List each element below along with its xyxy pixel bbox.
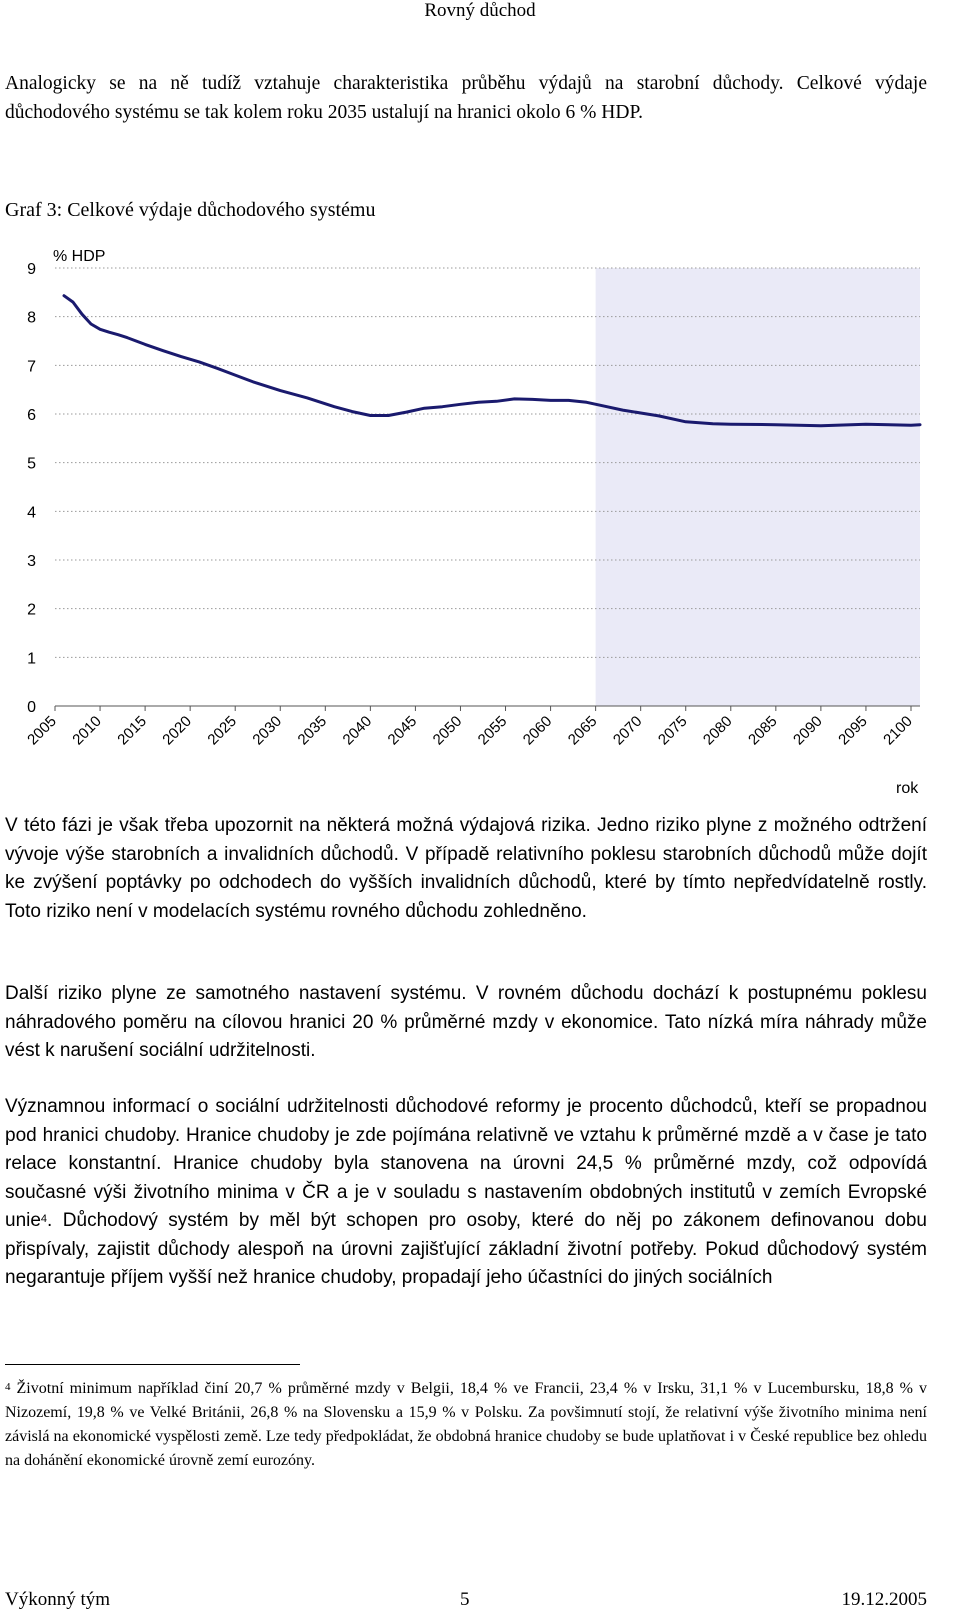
projection-shade — [596, 268, 920, 706]
x-tick-label-2010: 2010 — [69, 712, 105, 749]
x-tick-label-2005: 2005 — [24, 712, 60, 749]
footnote-separator — [5, 1364, 300, 1365]
poverty-paragraph-part1: Významnou informací o sociální udržitelnosti důchodové reformy je procento důchodců, kteří se propadnou pod hranici chudoby. Hranice chudoby je zde pojímána relativně ve vztahu k průměrné mzdě a v čase je tato relace konstantní. Hranice chudoby byla stanovena na úrovni 24,5 % průměrné mzdy, což odpovídá současné výši životního minima v ČR a je v souladu s nastavením obdobných institutů v zemích Evropské unie — [5, 1096, 927, 1231]
x-tick-label-2085: 2085 — [745, 712, 781, 749]
y-tick-label-0: 0 — [27, 699, 36, 716]
page-number: 5 — [460, 1589, 470, 1610]
y-tick-label-8: 8 — [27, 309, 36, 327]
y-tick-label-5: 5 — [27, 455, 36, 473]
footnote-reference[interactable]: 4 — [40, 1213, 48, 1225]
x-tick-label-2020: 2020 — [159, 712, 195, 749]
x-tick-label-2025: 2025 — [204, 712, 241, 749]
footnote-marker: 4 — [5, 1381, 11, 1393]
x-tick-label-2090: 2090 — [790, 712, 826, 749]
page-header: Rovný důchod — [424, 0, 536, 21]
y-axis-label: % HDP — [53, 248, 106, 265]
x-tick-label-2035: 2035 — [294, 712, 331, 749]
y-tick-label-9: 9 — [27, 261, 36, 278]
x-tick-label-2075: 2075 — [654, 712, 691, 749]
y-tick-label-3: 3 — [27, 553, 36, 570]
footer-date: 19.12.2005 — [841, 1589, 927, 1610]
x-tick-label-2095: 2095 — [835, 712, 871, 749]
footnote-text: Životní minimum například činí 20,7 % průměrné mzdy v Belgii, 18,4 % ve Francii, 23,4 % v Irsku, 31,1 % v Lucembursku, 18,8 % v Nizozemí, 19,8 % ve Velké Británii, 26,8 % na Slovensku a 15,9 % v Polsku. Za povšimnutí stojí, že relativní výše životního minima není závislá na ekonomické vyspělosti země. Lze tedy předpokládat, že obdobná hranice chudoby se bude uplatňovat i v České republice bez ohledu na dohánění ekonomické úrovně zemí eurozóny. — [5, 1380, 927, 1469]
y-tick-label-6: 6 — [27, 407, 36, 424]
footer-team: Výkonný tým — [5, 1589, 111, 1610]
risk-paragraph-2: Další riziko plyne ze samotného nastavení systému. V rovném důchodu dochází k postupnému poklesu náhradového poměru na cílovou hranici 20 % průměrné mzdy v ekonomice. Tato nízká míra náhrady může vést k narušení sociální udržitelnosti. — [5, 983, 927, 1061]
poverty-paragraph — [5, 1093, 927, 1293]
x-tick-label-2050: 2050 — [429, 712, 466, 749]
y-tick-label-2: 2 — [27, 601, 36, 619]
footnote — [5, 1377, 927, 1473]
x-tick-label-2065: 2065 — [564, 712, 601, 749]
graph-title: Graf 3: Celkové výdaje důchodového systému — [5, 199, 376, 221]
x-tick-label-2030: 2030 — [249, 712, 286, 749]
intro-paragraph: Analogicky se na ně tudíž vztahuje charakteristika průběhu výdajů na starobní důchody. Celkové výdaje důchodového systému se tak kolem roku 2035 ustalují na hranici okolo 6 % HDP. — [5, 73, 927, 123]
x-tick-label-2045: 2045 — [384, 712, 421, 749]
y-tick-label-7: 7 — [27, 358, 36, 376]
x-tick-label-2070: 2070 — [609, 712, 646, 749]
x-tick-label-2055: 2055 — [474, 712, 511, 749]
x-tick-label-2040: 2040 — [339, 712, 376, 749]
risk-paragraph-1: V této fázi je však třeba upozornit na některá možná výdajová rizika. Jedno riziko plyne z možného odtržení vývoje výše starobních a invalidních důchodů. V případě relativního poklesu starobních důchodů může dojít ke zvýšení poptávky po odchodech do vyšších invalidních důchodů, které by tímto nepředvídatelně rostly. Toto riziko není v modelacích systému rovného důchodu zohledněno. — [5, 815, 927, 922]
x-axis-label: rok — [896, 780, 919, 797]
page-footer — [5, 1588, 927, 1612]
x-tick-label-2100: 2100 — [880, 712, 916, 749]
poverty-paragraph-part2: . Důchodový systém by měl být schopen pro osoby, které do něj po zákonem definovanou dobu přispívaly, zajistit důchody alespoň na úrovni zajišťující základní životní potřeby. Pokud důchodový systém negarantuje příjem vyšší než hranice chudoby, propadají jeho účastníci do jiných sociálních — [5, 1210, 927, 1288]
y-tick-label-4: 4 — [27, 504, 36, 522]
expenditure-chart — [0, 240, 960, 800]
y-tick-label-1: 1 — [27, 650, 36, 668]
x-tick-label-2060: 2060 — [519, 712, 556, 749]
x-tick-label-2015: 2015 — [114, 712, 150, 749]
x-tick-label-2080: 2080 — [699, 712, 736, 749]
